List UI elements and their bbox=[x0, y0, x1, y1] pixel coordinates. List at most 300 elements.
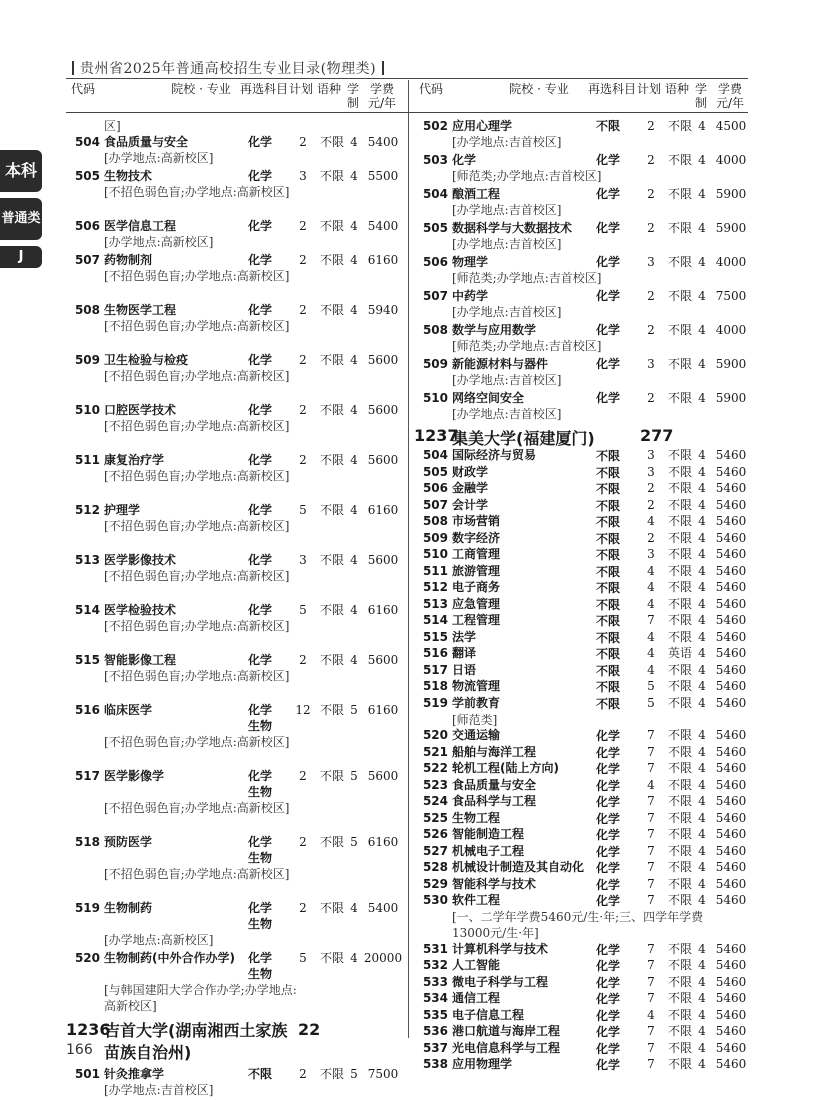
row-subject: 化学 bbox=[596, 187, 621, 201]
row-major-name: 预防医学 bbox=[104, 835, 153, 849]
row-note: [不招色弱色盲;办学地点:高新校区] bbox=[104, 185, 290, 199]
row-subject: 化学 bbox=[596, 894, 621, 908]
row-major-name: 交通运输 bbox=[452, 728, 501, 742]
row-fee: 5460 bbox=[715, 810, 747, 825]
row-years: 4 bbox=[698, 1007, 706, 1022]
row-language: 不限 bbox=[668, 810, 693, 825]
table-row bbox=[414, 514, 752, 531]
row-code: 501 bbox=[74, 1067, 100, 1081]
row-subject: 不限 bbox=[596, 696, 621, 711]
row-language: 不限 bbox=[320, 453, 345, 467]
header-rule bbox=[66, 78, 748, 79]
row-language: 不限 bbox=[668, 289, 693, 303]
row-code: 529 bbox=[422, 876, 448, 891]
table-row bbox=[414, 877, 752, 894]
row-major-name: 轮机工程(陆上方向) bbox=[452, 761, 559, 775]
row-fee: 5460 bbox=[715, 596, 747, 611]
row-fee: 5460 bbox=[715, 481, 747, 495]
table-row bbox=[66, 134, 404, 168]
row-language: 不限 bbox=[668, 958, 693, 972]
row-language: 不限 bbox=[668, 547, 693, 561]
row-code: 510 bbox=[422, 391, 448, 405]
row-years: 4 bbox=[698, 547, 706, 561]
row-fee: 5460 bbox=[715, 679, 747, 693]
row-fee: 5460 bbox=[715, 547, 747, 561]
row-language: 不限 bbox=[668, 391, 693, 405]
row-code: 524 bbox=[422, 794, 448, 808]
row-code: 523 bbox=[422, 777, 448, 792]
row-plan: 2 bbox=[299, 901, 307, 915]
row-code: 525 bbox=[422, 810, 448, 825]
row-subject: 不限 bbox=[596, 581, 621, 595]
table-row bbox=[66, 602, 404, 652]
table-row bbox=[414, 254, 752, 288]
row-subject: 化学 bbox=[596, 1041, 621, 1056]
row-fee: 5900 bbox=[715, 391, 747, 405]
row-code: 504 bbox=[422, 187, 448, 201]
table-row bbox=[414, 465, 752, 482]
row-language: 不限 bbox=[320, 353, 345, 367]
row-note: [办学地点:高新校区] bbox=[104, 933, 214, 947]
row-years: 4 bbox=[698, 662, 706, 677]
row-years: 4 bbox=[350, 403, 358, 417]
university-heading-1237 bbox=[414, 426, 752, 448]
row-fee: 6160 bbox=[367, 603, 399, 617]
row-fee: 5460 bbox=[715, 448, 747, 462]
row-language: 不限 bbox=[668, 255, 693, 269]
row-fee: 5460 bbox=[715, 662, 747, 677]
row-subject: 化学 bbox=[596, 942, 621, 957]
row-major-name: 会计学 bbox=[452, 497, 489, 512]
table-row bbox=[414, 1057, 752, 1074]
row-code: 512 bbox=[422, 580, 448, 594]
row-years: 4 bbox=[698, 153, 706, 167]
row-code: 535 bbox=[422, 1007, 448, 1022]
table-row bbox=[414, 498, 752, 515]
row-subject: 化学 bbox=[596, 289, 621, 303]
table-row bbox=[414, 975, 752, 992]
row-major-name: 港口航道与海岸工程 bbox=[452, 1024, 561, 1038]
row-code: 526 bbox=[422, 827, 448, 841]
row-plan: 2 bbox=[647, 289, 655, 303]
row-note: [不招色弱色盲;办学地点:高新校区] bbox=[104, 735, 290, 749]
row-fee: 5600 bbox=[367, 353, 399, 367]
row-language: 不限 bbox=[668, 695, 693, 710]
table-row bbox=[414, 531, 752, 548]
row-fee: 4000 bbox=[715, 255, 747, 269]
row-fee: 5460 bbox=[715, 941, 747, 956]
row-subject: 化学 bbox=[596, 1058, 621, 1072]
row-plan: 3 bbox=[299, 169, 307, 183]
row-plan: 7 bbox=[647, 958, 655, 972]
row-fee: 5460 bbox=[715, 629, 747, 644]
table-row bbox=[414, 827, 752, 844]
row-code: 538 bbox=[422, 1057, 448, 1071]
row-plan: 2 bbox=[299, 835, 307, 849]
row-major-name: 船舶与海洋工程 bbox=[452, 744, 537, 759]
row-code: 508 bbox=[422, 323, 448, 337]
table-row bbox=[66, 218, 404, 252]
row-years: 4 bbox=[698, 974, 706, 989]
row-major-name: 口腔医学技术 bbox=[104, 403, 177, 417]
row-plan: 4 bbox=[647, 596, 655, 611]
table-row bbox=[414, 942, 752, 959]
row-fee: 7500 bbox=[367, 1067, 399, 1081]
row-fee: 5460 bbox=[715, 827, 747, 841]
row-language: 不限 bbox=[320, 135, 345, 149]
row-major-name: 食品质量与安全 bbox=[452, 777, 537, 792]
row-years: 4 bbox=[698, 119, 706, 133]
row-code: 514 bbox=[74, 603, 100, 617]
row-plan: 4 bbox=[647, 1007, 655, 1022]
row-major-name: 智能科学与技术 bbox=[452, 876, 537, 891]
row-fee: 5460 bbox=[715, 974, 747, 989]
row-major-name: 翻译 bbox=[452, 646, 477, 660]
col-years: 学制 bbox=[694, 82, 707, 110]
row-plan: 2 bbox=[647, 481, 655, 495]
row-subject: 不限 bbox=[596, 630, 621, 645]
row-note: [不招色弱色盲;办学地点:高新校区] bbox=[104, 669, 290, 683]
row-note: [不招色弱色盲;办学地点:高新校区] bbox=[104, 319, 290, 333]
row-code: 517 bbox=[74, 769, 100, 783]
row-subject: 化学 bbox=[596, 357, 621, 371]
row-plan: 7 bbox=[647, 991, 655, 1005]
row-language: 不限 bbox=[668, 629, 693, 644]
row-code: 508 bbox=[74, 303, 100, 317]
row-language: 不限 bbox=[320, 835, 345, 849]
table-row bbox=[414, 696, 752, 729]
row-fee: 5460 bbox=[715, 613, 747, 627]
row-plan: 2 bbox=[299, 769, 307, 783]
table-row bbox=[66, 652, 404, 702]
row-subject: 化学 bbox=[596, 729, 621, 743]
row-plan: 4 bbox=[647, 662, 655, 677]
row-plan: 7 bbox=[647, 1024, 655, 1038]
row-subject: 化学 bbox=[596, 811, 621, 826]
row-years: 4 bbox=[350, 135, 358, 149]
row-plan: 7 bbox=[647, 1057, 655, 1071]
row-code: 522 bbox=[422, 761, 448, 775]
table-row bbox=[414, 728, 752, 745]
col-years: 学制 bbox=[346, 82, 359, 110]
row-plan: 7 bbox=[647, 893, 655, 907]
row-years: 4 bbox=[698, 794, 706, 808]
row-code: 504 bbox=[74, 135, 100, 149]
row-subject: 不限 bbox=[596, 449, 621, 463]
table-row bbox=[66, 552, 404, 602]
left-rows bbox=[66, 134, 404, 1016]
row-years: 4 bbox=[698, 514, 706, 528]
row-code: 508 bbox=[422, 514, 448, 528]
row-fee: 5600 bbox=[367, 769, 399, 783]
row-major-name: 应用心理学 bbox=[452, 119, 513, 133]
row-fee: 5460 bbox=[715, 744, 747, 759]
row-language: 不限 bbox=[668, 1057, 693, 1071]
row-note: [办学地点:高新校区] bbox=[104, 151, 214, 165]
table-row bbox=[414, 844, 752, 861]
row-plan: 3 bbox=[647, 255, 655, 269]
row-language: 不限 bbox=[668, 153, 693, 167]
row-language: 不限 bbox=[668, 530, 693, 545]
row-language: 不限 bbox=[668, 662, 693, 677]
row-subject: 化学 生物 bbox=[248, 951, 273, 981]
col-subject: 再选科目 bbox=[587, 82, 636, 96]
row-language: 不限 bbox=[668, 323, 693, 337]
row-language: 不限 bbox=[668, 1040, 693, 1055]
row-code: 510 bbox=[422, 547, 448, 561]
row-major-name: 新能源材料与器件 bbox=[452, 357, 549, 371]
row-plan: 7 bbox=[647, 810, 655, 825]
row-code: 505 bbox=[422, 464, 448, 479]
row-plan: 2 bbox=[299, 653, 307, 667]
row-code: 503 bbox=[422, 153, 448, 167]
row-plan: 5 bbox=[299, 503, 307, 517]
table-row bbox=[414, 1008, 752, 1025]
row-code: 531 bbox=[422, 941, 448, 956]
row-years: 4 bbox=[698, 391, 706, 405]
row-language: 不限 bbox=[668, 893, 693, 907]
row-years: 5 bbox=[350, 835, 358, 849]
header-bar-left bbox=[72, 61, 74, 75]
row-plan: 7 bbox=[647, 827, 655, 841]
row-major-name: 酿酒工程 bbox=[452, 187, 501, 201]
uni-1236-rows-left bbox=[66, 1066, 404, 1100]
left-column-header bbox=[66, 82, 406, 112]
row-fee: 6160 bbox=[367, 503, 399, 517]
row-language: 不限 bbox=[668, 481, 693, 495]
row-plan: 3 bbox=[647, 448, 655, 462]
row-note: [不招色弱色盲;办学地点:高新校区] bbox=[104, 569, 290, 583]
row-subject: 化学 bbox=[596, 861, 621, 875]
row-code: 519 bbox=[74, 901, 100, 915]
row-years: 4 bbox=[698, 679, 706, 693]
table-row bbox=[414, 991, 752, 1008]
row-years: 4 bbox=[698, 530, 706, 545]
row-plan: 2 bbox=[299, 453, 307, 467]
col-plan: 计划 bbox=[288, 82, 313, 96]
row-language: 不限 bbox=[668, 514, 693, 528]
row-years: 4 bbox=[698, 448, 706, 462]
col-subject: 再选科目 bbox=[239, 82, 288, 96]
row-major-name: 旅游管理 bbox=[452, 563, 501, 578]
table-row bbox=[66, 402, 404, 452]
row-years: 4 bbox=[698, 893, 706, 907]
row-subject: 化学 bbox=[248, 453, 273, 467]
row-major-name: 金融学 bbox=[452, 481, 489, 495]
row-subject: 化学 bbox=[596, 762, 621, 776]
row-years: 4 bbox=[350, 503, 358, 517]
row-fee: 5460 bbox=[715, 728, 747, 742]
row-fee: 5900 bbox=[715, 221, 747, 235]
table-row bbox=[414, 1024, 752, 1041]
university-code: 1236 bbox=[66, 1020, 111, 1039]
row-major-name: 生物制药 bbox=[104, 901, 153, 915]
table-row bbox=[414, 958, 752, 975]
row-major-name: 中药学 bbox=[452, 289, 489, 303]
row-major-name: 康复治疗学 bbox=[104, 453, 165, 467]
row-fee: 5400 bbox=[367, 901, 399, 915]
row-code: 511 bbox=[74, 453, 100, 467]
row-subject: 化学 生物 bbox=[248, 769, 273, 799]
row-subject: 化学 bbox=[248, 219, 273, 233]
row-language: 不限 bbox=[668, 357, 693, 371]
row-plan: 2 bbox=[647, 323, 655, 337]
row-major-name: 医学检验技术 bbox=[104, 603, 177, 617]
row-years: 4 bbox=[350, 353, 358, 367]
row-subject: 不限 bbox=[596, 548, 621, 562]
row-subject: 不限 bbox=[596, 498, 621, 513]
row-fee: 5500 bbox=[367, 169, 399, 183]
row-plan: 7 bbox=[647, 794, 655, 808]
row-code: 510 bbox=[74, 403, 100, 417]
row-code: 532 bbox=[422, 958, 448, 972]
row-years: 5 bbox=[350, 1067, 358, 1081]
row-subject: 化学 bbox=[248, 553, 273, 567]
row-code: 515 bbox=[422, 629, 448, 644]
table-row bbox=[66, 168, 404, 218]
row-subject: 不限 bbox=[596, 564, 621, 579]
table-row bbox=[66, 900, 404, 950]
row-note: [办学地点:吉首校区] bbox=[452, 203, 562, 217]
row-years: 4 bbox=[698, 744, 706, 759]
row-plan: 4 bbox=[647, 514, 655, 528]
row-plan: 5 bbox=[647, 695, 655, 710]
row-code: 505 bbox=[422, 221, 448, 235]
row-major-name: 临床医学 bbox=[104, 703, 153, 717]
row-plan: 2 bbox=[299, 353, 307, 367]
col-school: 院校 · 专业 bbox=[171, 82, 231, 96]
row-note: [一、二学年学费5460元/生·年;三、四学年学费13000元/生·年] bbox=[452, 910, 704, 940]
row-plan: 5 bbox=[647, 679, 655, 693]
row-years: 4 bbox=[350, 653, 358, 667]
table-row bbox=[66, 834, 404, 900]
col-school: 院校 · 专业 bbox=[509, 82, 569, 96]
row-note: [办学地点:吉首校区] bbox=[104, 1083, 214, 1097]
row-major-name: 智能影像工程 bbox=[104, 653, 177, 667]
row-note: [不招色弱色盲;办学地点:高新校区] bbox=[104, 519, 290, 533]
row-major-name: 日语 bbox=[452, 662, 477, 677]
row-major-name: 数字经济 bbox=[452, 530, 501, 545]
row-fee: 4000 bbox=[715, 153, 747, 167]
row-plan: 4 bbox=[647, 629, 655, 644]
row-fee: 5460 bbox=[715, 991, 747, 1005]
row-major-name: 针灸推拿学 bbox=[104, 1067, 165, 1081]
row-code: 515 bbox=[74, 653, 100, 667]
row-plan: 3 bbox=[299, 553, 307, 567]
carry-over-line bbox=[66, 118, 404, 134]
row-language: 不限 bbox=[320, 653, 345, 667]
row-fee: 5460 bbox=[715, 695, 747, 710]
col-plan: 计划 bbox=[636, 82, 661, 96]
row-note: [办学地点:高新校区] bbox=[104, 235, 214, 249]
row-major-name: 化学 bbox=[452, 153, 477, 167]
row-plan: 3 bbox=[647, 547, 655, 561]
header-bar-right bbox=[382, 61, 384, 75]
row-major-name: 智能制造工程 bbox=[452, 827, 525, 841]
row-language: 不限 bbox=[320, 553, 345, 567]
row-major-name: 医学信息工程 bbox=[104, 219, 177, 233]
row-fee: 7500 bbox=[715, 289, 747, 303]
row-years: 5 bbox=[350, 703, 358, 717]
row-years: 4 bbox=[698, 827, 706, 841]
row-subject: 化学 bbox=[248, 303, 273, 317]
row-language: 不限 bbox=[668, 876, 693, 891]
table-row bbox=[414, 1041, 752, 1058]
row-major-name: 机械电子工程 bbox=[452, 843, 525, 858]
row-code: 516 bbox=[422, 646, 448, 660]
row-years: 4 bbox=[350, 453, 358, 467]
row-subject: 化学 bbox=[596, 795, 621, 809]
row-subject: 化学 bbox=[596, 221, 621, 235]
row-code: 506 bbox=[74, 219, 100, 233]
row-note: [与韩国建阳大学合作办学;办学地点:高新校区] bbox=[104, 983, 297, 1013]
row-years: 4 bbox=[350, 303, 358, 317]
row-major-name: 财政学 bbox=[452, 464, 489, 479]
left-column bbox=[66, 118, 404, 1100]
row-plan: 5 bbox=[299, 951, 307, 965]
column-header-rule bbox=[66, 112, 748, 113]
row-subject: 化学 bbox=[596, 877, 621, 892]
row-code: 530 bbox=[422, 893, 448, 907]
row-plan: 7 bbox=[647, 1040, 655, 1055]
university-plan-count: 277 bbox=[640, 426, 674, 445]
row-subject: 不限 bbox=[596, 515, 621, 529]
row-years: 4 bbox=[698, 580, 706, 594]
row-language: 不限 bbox=[320, 901, 345, 915]
row-code: 512 bbox=[74, 503, 100, 517]
row-years: 4 bbox=[698, 941, 706, 956]
row-major-name: 学前教育 bbox=[452, 695, 501, 710]
row-major-name: 电子信息工程 bbox=[452, 1007, 525, 1022]
row-plan: 2 bbox=[647, 391, 655, 405]
row-fee: 5600 bbox=[367, 453, 399, 467]
row-language: 不限 bbox=[668, 1007, 693, 1022]
row-language: 不限 bbox=[668, 777, 693, 792]
row-fee: 5600 bbox=[367, 553, 399, 567]
row-code: 518 bbox=[422, 679, 448, 693]
row-plan: 7 bbox=[647, 876, 655, 891]
row-language: 不限 bbox=[668, 761, 693, 775]
row-language: 不限 bbox=[320, 169, 345, 183]
row-note: [不招色弱色盲;办学地点:高新校区] bbox=[104, 867, 290, 881]
table-row bbox=[66, 352, 404, 402]
row-plan: 2 bbox=[647, 497, 655, 512]
row-subject: 不限 bbox=[596, 647, 621, 661]
table-row bbox=[414, 118, 752, 152]
row-language: 不限 bbox=[668, 974, 693, 989]
row-note: [不招色弱色盲;办学地点:高新校区] bbox=[104, 269, 290, 283]
table-row bbox=[414, 860, 752, 877]
row-code: 504 bbox=[422, 448, 448, 462]
table-row bbox=[414, 679, 752, 696]
side-tab-general: 普通类 bbox=[0, 198, 42, 240]
row-fee: 5900 bbox=[715, 357, 747, 371]
row-major-name: 计算机科学与技术 bbox=[452, 941, 549, 956]
row-plan: 4 bbox=[647, 580, 655, 594]
row-subject: 不限 bbox=[248, 1067, 273, 1081]
row-plan: 7 bbox=[647, 860, 655, 874]
row-language: 不限 bbox=[668, 728, 693, 742]
col-lang: 语种 bbox=[316, 82, 341, 96]
table-row bbox=[414, 893, 752, 942]
row-years: 4 bbox=[698, 728, 706, 742]
row-note: [不招色弱色盲;办学地点:高新校区] bbox=[104, 619, 290, 633]
row-fee: 5460 bbox=[715, 646, 747, 660]
row-major-name: 数据科学与大数据技术 bbox=[452, 221, 573, 235]
row-subject: 化学 bbox=[596, 992, 621, 1006]
row-major-name: 生物医学工程 bbox=[104, 303, 177, 317]
row-years: 4 bbox=[698, 563, 706, 578]
